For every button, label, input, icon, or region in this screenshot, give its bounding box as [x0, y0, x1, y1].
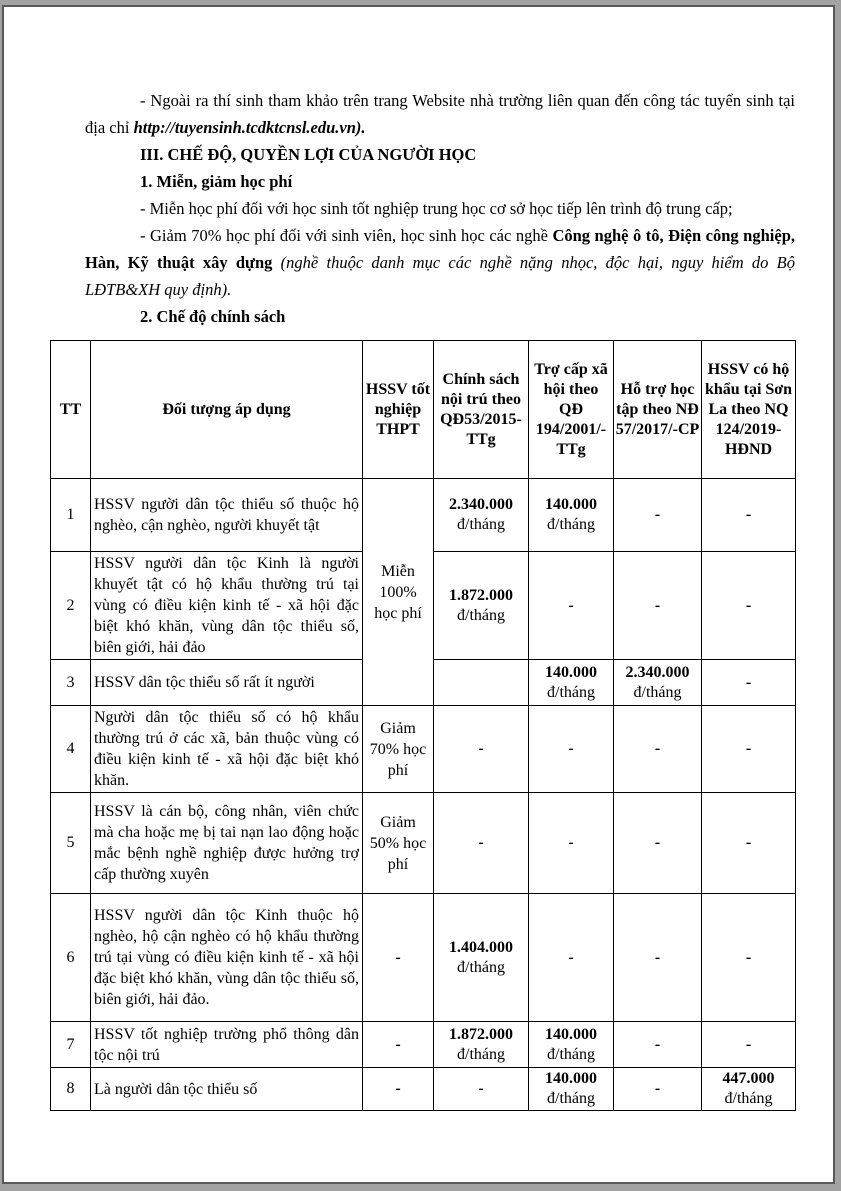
row-number: 2 — [51, 552, 91, 660]
header-tro-cap-xa-hoi: Trợ cấp xã hội theo QĐ 194/2001/-TTg — [529, 341, 614, 479]
dash-cell: - — [434, 793, 529, 894]
intro-paragraph — [85, 87, 795, 141]
amount-unit: đ/tháng — [633, 683, 682, 701]
header-hssv-thpt: HSSV tốt nghiệp THPT — [363, 341, 434, 479]
giam-70-text: - Giảm 70% học phí đối với sinh viên, học sinh học các nghề — [140, 226, 553, 245]
empty-cell — [434, 660, 529, 706]
dash-cell: - — [529, 894, 614, 1022]
amount-unit: đ/tháng — [547, 516, 595, 533]
subsection-2-heading: 2. Chế độ chính sách — [140, 307, 286, 326]
row-description: HSSV tốt nghiệp trường phổ thông dân tộc nội trú — [91, 1022, 363, 1068]
table-row — [51, 793, 796, 894]
row-number: 7 — [51, 1022, 91, 1068]
dash-cell: - — [434, 1068, 529, 1111]
amount-unit: đ/tháng — [547, 1090, 595, 1107]
row-description: HSSV người dân tộc thiểu số thuộc hộ nghèo, cận nghèo, người khuyết tật — [91, 479, 363, 552]
amount-value: 1.872.000 — [449, 586, 513, 604]
row-number: 5 — [51, 793, 91, 894]
dash-cell: - — [614, 1022, 702, 1068]
row-description: Là người dân tộc thiểu số — [91, 1068, 363, 1111]
row-number: 6 — [51, 894, 91, 1022]
table-row — [51, 479, 796, 552]
table-header-row — [51, 341, 796, 479]
giam-70-paragraph — [85, 222, 795, 303]
dash-cell: - — [702, 479, 796, 552]
row-description: HSSV là cán bộ, công nhân, viên chức mà cha hoặc mẹ bị tai nạn lao động hoặc mắc bệnh nghề nghiệp được hưởng trợ cấp thường xuyên — [91, 793, 363, 894]
dash-cell: - — [529, 552, 614, 660]
dash-cell: - — [614, 793, 702, 894]
tuition-policy-cell: Miễn 100% học phí — [363, 479, 434, 706]
section-iii-heading: III. CHẾ ĐỘ, QUYỀN LỢI CỦA NGƯỜI HỌC — [140, 145, 477, 164]
row-description: Người dân tộc thiểu số có hộ khẩu thường trú ở các xã, bản thuộc vùng có điều kiện kinh tế - xã hội đặc biệt khó khăn. — [91, 706, 363, 793]
amount-value: 2.340.000 — [449, 496, 513, 513]
subsection-1-heading: 1. Miễn, giảm học phí — [140, 172, 293, 191]
document-page — [2, 5, 835, 1184]
dash-cell: - — [363, 1022, 434, 1068]
row-number: 3 — [51, 660, 91, 706]
amount-value: 140.000 — [545, 496, 597, 513]
table-row — [51, 1022, 796, 1068]
amount-cell — [434, 1022, 529, 1068]
amount-unit: đ/tháng — [547, 1045, 595, 1063]
dash-cell: - — [363, 1068, 434, 1111]
amount-cell — [434, 552, 529, 660]
giam-70-bold-trades: Công nghệ ô tô, Điện công nghiệp, Hàn, Kỹ thuật xây dựng — [85, 226, 795, 272]
amount-cell — [529, 660, 614, 706]
dash-cell: - — [702, 552, 796, 660]
amount-value: 140.000 — [545, 663, 597, 681]
tuition-policy-cell: Giảm 70% học phí — [363, 706, 434, 793]
policy-table-body — [51, 479, 796, 1111]
page-content — [59, 87, 795, 1111]
row-description: HSSV người dân tộc Kinh là người khuyết tật có hộ khẩu thường trú tại vùng có điều kiện kinh tế - xã hội đặc biệt khó khăn, vùng dân tộc thiểu số, biên giới, hải đảo — [91, 552, 363, 660]
row-description: HSSV dân tộc thiểu số rất ít người — [91, 660, 363, 706]
dash-cell: - — [702, 1022, 796, 1068]
dash-cell: - — [702, 793, 796, 894]
amount-cell — [529, 479, 614, 552]
row-number: 4 — [51, 706, 91, 793]
intro-text: - Ngoài ra thí sinh tham khảo trên trang Website nhà trường liên quan đến công tác tuyển sinh tại địa chỉ — [85, 91, 795, 137]
amount-value: 1.404.000 — [449, 938, 513, 956]
header-chinh-sach-noi-tru: Chính sách nội trú theo QĐ53/2015-TTg — [434, 341, 529, 479]
header-son-la: HSSV có hộ khẩu tại Sơn La theo NQ 124/2019-HĐND — [702, 341, 796, 479]
dash-cell: - — [614, 552, 702, 660]
amount-unit: đ/tháng — [457, 958, 505, 976]
amount-value: 2.340.000 — [625, 663, 690, 681]
tuyensinh-url: http://tuyensinh.tcdktcnsl.edu.vn). — [133, 118, 366, 137]
mien-hoc-phi-paragraph: - Miễn học phí đối với học sinh tốt nghiệp trung học cơ sở học tiếp lên trình độ trung cấp; — [140, 199, 733, 218]
amount-value: 140.000 — [545, 1070, 597, 1087]
amount-unit: đ/tháng — [724, 1090, 773, 1107]
amount-cell — [702, 1068, 796, 1111]
amount-cell — [614, 660, 702, 706]
table-row — [51, 706, 796, 793]
row-description: HSSV người dân tộc Kinh thuộc hộ nghèo, hộ cận nghèo có hộ khẩu thường trú tại vùng có điều kiện kinh tế - xã hội đặc biệt khó khăn, vùng dân tộc thiểu số, biên giới, hải đảo. — [91, 894, 363, 1022]
dash-cell: - — [702, 894, 796, 1022]
header-tt: TT — [51, 341, 91, 479]
policy-table — [50, 340, 796, 1111]
amount-cell — [529, 1068, 614, 1111]
amount-cell — [529, 1022, 614, 1068]
dash-cell: - — [434, 706, 529, 793]
dash-cell: - — [614, 1068, 702, 1111]
amount-value: 447.000 — [722, 1070, 775, 1087]
amount-value: 1.872.000 — [449, 1025, 513, 1043]
row-number: 1 — [51, 479, 91, 552]
dash-cell: - — [614, 706, 702, 793]
dash-cell: - — [529, 793, 614, 894]
dash-cell: - — [702, 706, 796, 793]
row-number: 8 — [51, 1068, 91, 1111]
amount-unit: đ/tháng — [457, 1045, 505, 1063]
amount-cell — [434, 894, 529, 1022]
amount-unit: đ/tháng — [547, 683, 595, 701]
dash-cell: - — [529, 706, 614, 793]
dash-cell: - — [614, 894, 702, 1022]
header-ho-tro-hoc-tap: Hỗ trợ học tập theo NĐ 57/2017/-CP — [614, 341, 702, 479]
table-row — [51, 1068, 796, 1111]
header-doi-tuong: Đối tượng áp dụng — [91, 341, 363, 479]
tuition-policy-cell: Giảm 50% học phí — [363, 793, 434, 894]
dash-cell: - — [363, 894, 434, 1022]
amount-unit: đ/tháng — [457, 516, 505, 533]
amount-value: 140.000 — [545, 1025, 597, 1043]
giam-70-italic-note: (nghề thuộc danh mục các nghề nặng nhọc, độc hại, nguy hiểm do Bộ LĐTB&XH quy định). — [85, 253, 795, 299]
table-row — [51, 894, 796, 1022]
dash-cell: - — [614, 479, 702, 552]
dash-cell: - — [702, 660, 796, 706]
amount-cell — [434, 479, 529, 552]
amount-unit: đ/tháng — [457, 606, 505, 624]
